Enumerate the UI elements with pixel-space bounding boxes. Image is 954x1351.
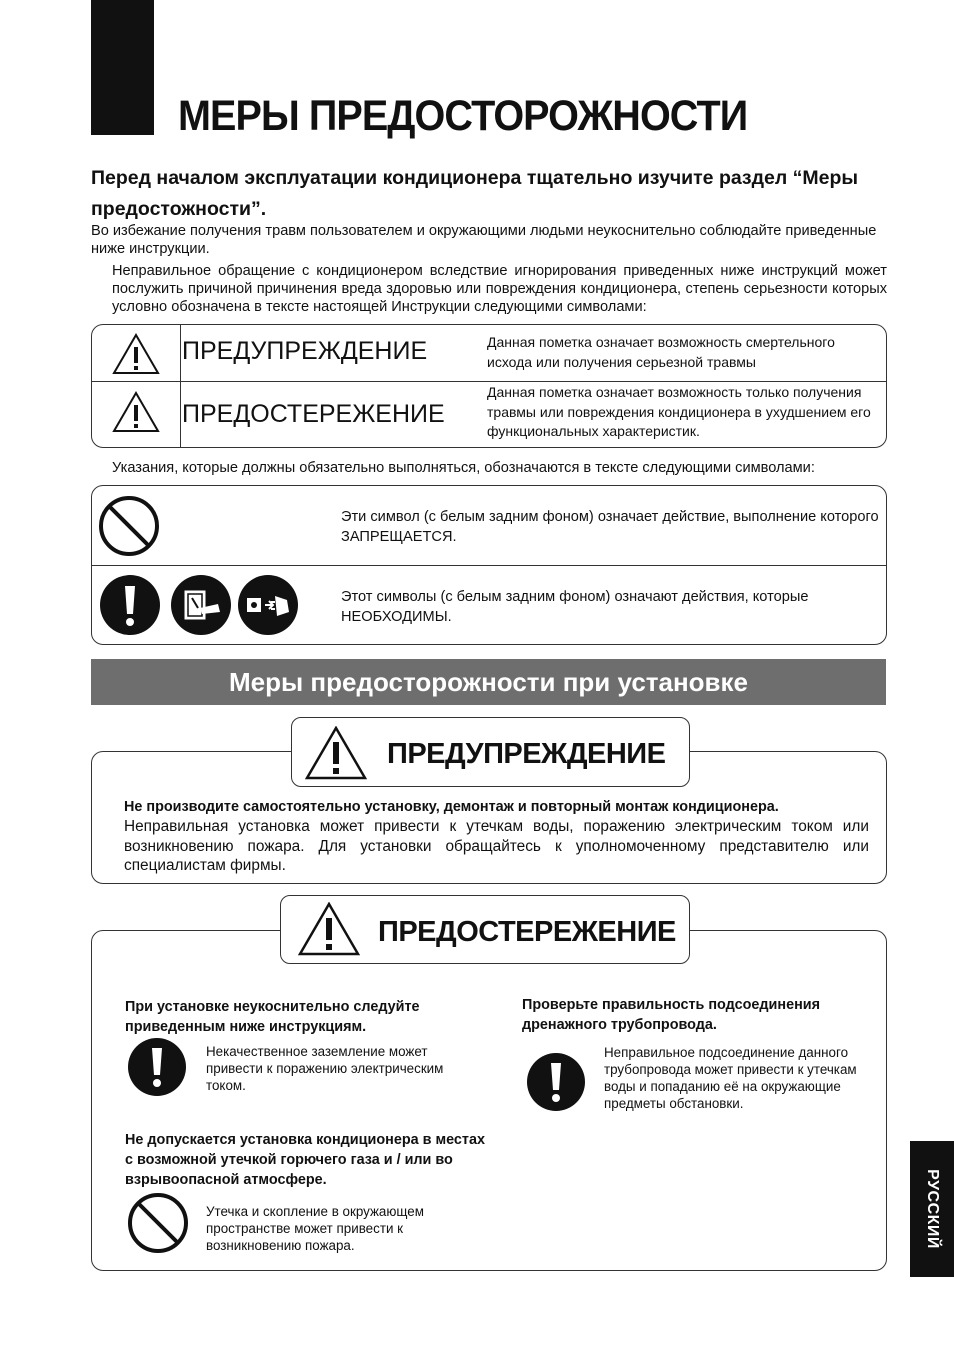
symbol-legend-box (91, 324, 887, 448)
header-black-bar (91, 0, 154, 135)
caution-triangle-icon (112, 391, 160, 433)
warning-triangle-icon (112, 333, 160, 375)
caution-item3-text: Неправильное подсоединение данного трубопровода может привести к утечкам воды и попаданию её на окружающие предметы обстановки. (604, 1045, 857, 1111)
mandatory-exclamation-icon (99, 574, 161, 636)
caution-item1-text: Некачественное заземление может привести к поражению электрическим током. (206, 1044, 444, 1093)
warning-label: ПРЕДУПРЕЖДЕНИЕ (182, 337, 428, 365)
caution-description: Данная пометка означает возможность только получения травмы или повреждения кондиционера в ухудшением его функциональных характеристик. (487, 384, 871, 439)
warning-text: Неправильная установка может привести к утечкам воды, поражению электрическим током или возникновению пожара. Для установки обращайтесь к уполномоченному представителю или специалистам фирмы. (124, 818, 869, 874)
caution-item1-bold: При установке неукоснительно следуйте приведенным ниже инструкциям. (125, 999, 420, 1035)
warning-panel-label: ПРЕДУПРЕЖДЕНИЕ (387, 738, 666, 770)
caution-panel-tab (280, 895, 690, 964)
caution-item3-mandatory-icon (526, 1052, 586, 1112)
legend-vertical-divider (180, 325, 181, 447)
section-title-bar: Меры предосторожности при установке (91, 659, 886, 705)
prohibited-description: Эти символ (с белым задним фоном) означает действие, выполнение которого ЗАПРЕЩАЕТСЯ. (341, 509, 879, 545)
intro-paragraph-1: Во избежание получения травм пользователем и окружающими людьми неукоснительно соблюдайте приведенные ниже инструкции. (91, 223, 877, 257)
caution-panel-label: ПРЕДОСТЕРЕЖЕНИЕ (378, 916, 676, 948)
prohibited-icon (98, 495, 160, 557)
caution-item2-prohibited-icon (127, 1192, 189, 1254)
unplug-icon (237, 574, 299, 636)
language-tab-label: РУССКИЙ (924, 1169, 941, 1249)
language-tab (910, 1141, 954, 1277)
warning-description: Данная пометка означает возможность смертельного исхода или получения серьезной травмы (487, 334, 835, 370)
disconnect-switch-icon (170, 574, 232, 636)
caution-item2-text: Утечка и скопление в окружающем пространстве может привести к возникновению пожара. (206, 1204, 424, 1253)
caution-panel-triangle-icon (298, 902, 360, 956)
caution-item1-mandatory-icon (127, 1037, 187, 1097)
warning-panel-triangle-icon (305, 726, 367, 780)
action-symbols-box (91, 485, 887, 645)
page-title: МЕРЫ ПРЕДОСТОРОЖНОСТИ (178, 92, 748, 140)
caution-item3-bold: Проверьте правильность подсоединения дренажного трубопровода. (522, 997, 821, 1033)
intro-bold-text: Перед началом эксплуатации кондиционера тщательно изучите раздел “Меры предостожности”. (91, 167, 859, 220)
warning-panel-tab (291, 717, 690, 787)
caution-label: ПРЕДОСТЕРЕЖЕНИЕ (182, 400, 445, 428)
warning-bold-text: Не производите самостоятельно установку, демонтаж и повторный монтаж кондиционера. (124, 799, 779, 815)
caution-item2-bold: Не допускается установка кондиционера в местах с возможной утечкой горючего газа и / или во взрывоопасной атмосфере. (125, 1132, 485, 1188)
instructions-line: Указания, которые должны обязательно выполняться, обозначаются в тексте следующими символами: (112, 460, 815, 476)
intro-paragraph-2: Неправильное обращение с кондиционером вследствие игнорирования приведенных ниже инструкций может послужить причиной причинения вреда здоровью или повреждения кондиционера, степень серьезности которых условно обозначена в тексте настоящей Инструкции следующими символами: (112, 263, 887, 315)
legend-divider (92, 381, 886, 382)
required-description: Этот символы (с белым задним фоном) означают действия, которые НЕОБХОДИМЫ. (341, 589, 809, 625)
action-divider (92, 565, 886, 566)
